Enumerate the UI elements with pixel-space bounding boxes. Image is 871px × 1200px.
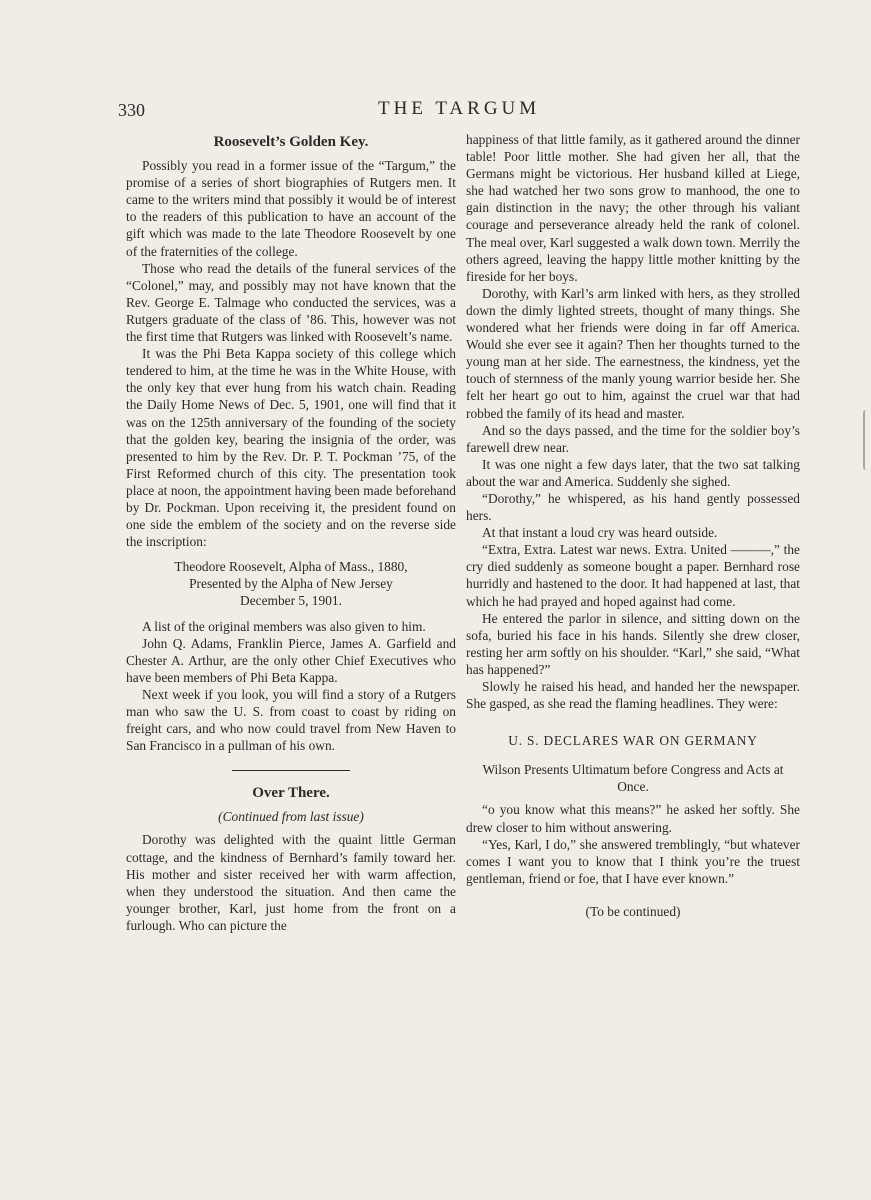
paragraph: He entered the parlor in silence, and sitting down on the sofa, buried his face in his hands. Silently she drew closer, resting her arm softly on his shoulder. “Karl,” she said, “What has happened?” [466,610,800,677]
paragraph: happiness of that little family, as it gathered around the dinner table! Poor little mother. She had given her all, that the Germans might be victorious. Her husband killed at Liege, she had watched her two sons grow to manhood, the one to gain distinction in the navy; the other through his valiant courage and perseverance already held the rank of colonel. The meal over, Karl suggested a walk down town. Merrily the others agreed, leaving the happy little mother knitting by the fireside for her boys. [466,132,800,284]
paragraph: Slowly he raised his head, and handed her the newspaper. She gasped, as she read the flaming headlines. They were: [466,679,800,712]
newspaper-headline: U. S. DECLARES WAR ON GERMANY [508,733,758,749]
paragraph: Dorothy, with Karl’s arm linked with hers, as they strolled down the dimly lighted streets, thought of many things. She wondered what her friends were doing in far off America. Would she ever see it again? Then her thoughts turned to the young man at her side. The earnestness, the kindness, yet the touch of sternness of the manly young warrior beside her. She felt her heart go out to him, against the cruel war that had robbed the family of its head and master. [466,285,800,421]
paragraph: “Dorothy,” he whispered, as his hand gently possessed hers. [466,490,800,524]
paragraph: It was the Phi Beta Kappa society of this college which tendered to him, at the time he was in the White House, with the only key that ever hung from his watch chain. Reading the Daily Home News of Dec. 5, 1901, one will find that it was on the 125th anniversary of the founding of the society that the golden key, bearing the insignia of the order, was presented to him by the Rev. Dr. P. T. Pockman ’75, of the First Reformed church of this city. The presentation took place at noon, the appointment having been made beforehand by Dr. Pockman. Upon receiving it, the president found on one side the emblem of the society and on the reverse side the inscription: [126,346,456,550]
left-column [126,134,456,934]
section-divider [232,770,350,771]
article-title-over-there: Over There. [252,785,330,802]
paragraph: Dorothy was delighted with the quaint little German cottage, and the kindness of Bernhard’s family toward her. His mother and sister received her with warm affection, when they understood the situation. And then came the younger brother, Karl, just home from the front on a furlough. Who can picture the [126,832,456,933]
inscription-block [126,558,456,609]
paragraph: John Q. Adams, Franklin Pierce, James A. Garfield and Chester A. Arthur, are the only other Chief Executives who have been members of Phi Beta Kappa. [126,635,456,685]
page-number: 330 [118,100,145,120]
paragraph: “o you know what this means?” he asked her softly. She drew closer to him without answering. [466,802,800,835]
paragraph: At that instant a loud cry was heard outside. [482,525,718,541]
paragraph: Those who read the details of the funeral services of the “Colonel,” may, and possibly may not have known that the Rev. George E. Talmage who conducted the services, was a Rutgers graduate of the class of ’86. This, however was not the first time that Rutgers was linked with Roosevelt’s name. [126,260,456,345]
paragraph: Next week if you look, you will find a story of a Rutgers man who saw the U. S. from coast to coast by riding on freight cars, and who now could travel from New Haven to San Francisco in a pullman of his own. [126,686,456,754]
paragraph: “Extra, Extra. Latest war news. Extra. United ———,” the cry died suddenly as someone bought a paper. Bernhard rose hurridly and hastened to the door. It had happened at last, that which he had prayed and hoped against had come. [466,542,800,609]
page-edge-mark [863,410,871,470]
inscription-line: Theodore Roosevelt, Alpha of Mass., 1880, [174,559,408,575]
paragraph: And so the days passed, and the time for the soldier boy’s farewell drew near. [466,422,800,455]
to-be-continued: (To be continued) [585,903,681,919]
paragraph: It was one night a few days later, that the two sat talking about the war and America. Suddenly she sighed. [466,456,800,489]
article-title-roosevelt: Roosevelt’s Golden Key. [213,134,369,150]
paragraph: Possibly you read in a former issue of the “Targum,” the promise of a series of short biographies of Rutgers men. It came to the writers mind that possibly it would be of interest to the readers of this publication to have an account of the gift which was made to the late Theodore Roosevelt by one of the fraternities of the college. [126,158,456,259]
newspaper-subheadline: Wilson Presents Ultimatum before Congress and Acts at Once. [482,762,784,795]
paragraph: “Yes, Karl, I do,” she answered tremblingly, “but whatever comes I want you to know that I think you’re the truest gentleman, friend or foe, that I have ever known.” [466,836,800,886]
inscription-line: Presented by the Alpha of New Jersey [189,576,393,592]
continued-note: (Continued from last issue) [218,809,364,825]
inscription-line: December 5, 1901. [240,593,342,609]
paragraph: A list of the original members was also given to him. [142,618,426,634]
running-title: THE TARGUM [378,98,541,119]
right-column [466,131,800,920]
page-header [118,98,818,124]
